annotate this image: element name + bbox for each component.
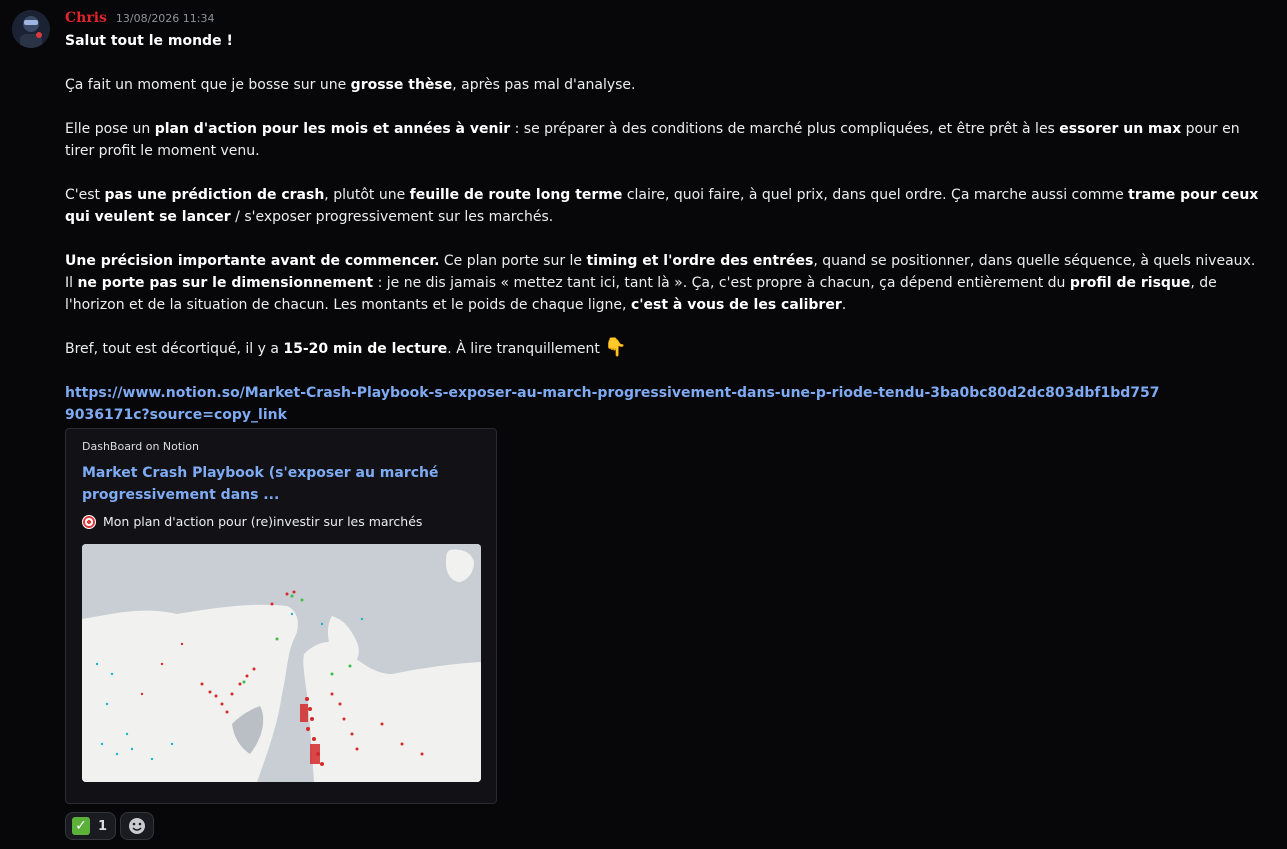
check-mark-icon: ✓ <box>72 817 90 835</box>
link-embed <box>65 428 497 804</box>
embed-title[interactable]: Market Crash Playbook (s'exposer au marché progressivement dans ... <box>82 465 439 503</box>
paragraph-2: Elle pose un plan d'action pour les mois et années à venir : se préparer à des conditions de marché plus compliquées, et être prêt à les essorer un max pour en tirer profit le moment venu. <box>65 121 1240 159</box>
timestamp: 13/08/2026 11:34 <box>115 12 215 25</box>
paragraph-3: C'est pas une prédiction de crash, plutôt une feuille de route long terme claire, quoi faire, à quel prix, dans quel ordre. Ça marche aussi comme trame pour ceux qui veulent se lancer / s'exposer progressivement sur les marchés. <box>65 187 1259 225</box>
message-content <box>65 30 1265 426</box>
reactions-bar <box>65 812 1271 840</box>
embed-provider[interactable]: DashBoard on Notion <box>82 440 199 453</box>
target-icon <box>82 515 96 529</box>
pointing-down-icon: 👇 <box>604 337 627 358</box>
embed-description-text: Mon plan d'action pour (re)investir sur les marchés <box>103 514 423 529</box>
paragraph-1: Ça fait un moment que je bosse sur une grosse thèse, après pas mal d'analyse. <box>65 77 636 93</box>
author-name[interactable]: Chris <box>65 10 107 26</box>
avatar[interactable] <box>12 10 50 48</box>
notion-link[interactable]: https://www.notion.so/Market-Crash-Playbook-s-exposer-au-march-progressivement-dans-une-p-riode-tendu-3ba0bc80d2dc803dbf1bd7579036171c?source=copy_link <box>65 385 1160 423</box>
paragraph-5: Bref, tout est décortiqué, il y a 15-20 min de lecture. À lire tranquillement 👇 <box>65 337 627 358</box>
greeting: Salut tout le monde ! <box>65 33 233 49</box>
paragraph-4: Une précision importante avant de commencer. Ce plan porte sur le timing et l'ordre des entrées, quand se positionner, dans quelle séquence, à quels niveaux. Il ne porte pas sur le dimensionnement : je ne dis jamais « mettez tant ici, tant là ». Ça, c'est propre à chacun, ça dépend entièrement du profil de risque, de l'horizon et de la situation de chacun. Les montants et le poids de chaque ligne, c'est à vous de les calibrer. <box>65 253 1256 313</box>
message-header <box>65 10 1271 30</box>
embed-map-image[interactable] <box>82 544 481 782</box>
embed-description <box>82 514 480 529</box>
reaction-count: 1 <box>98 818 108 834</box>
add-reaction-icon <box>128 817 146 835</box>
reaction-check[interactable] <box>65 812 116 840</box>
add-reaction-button[interactable] <box>120 812 154 840</box>
